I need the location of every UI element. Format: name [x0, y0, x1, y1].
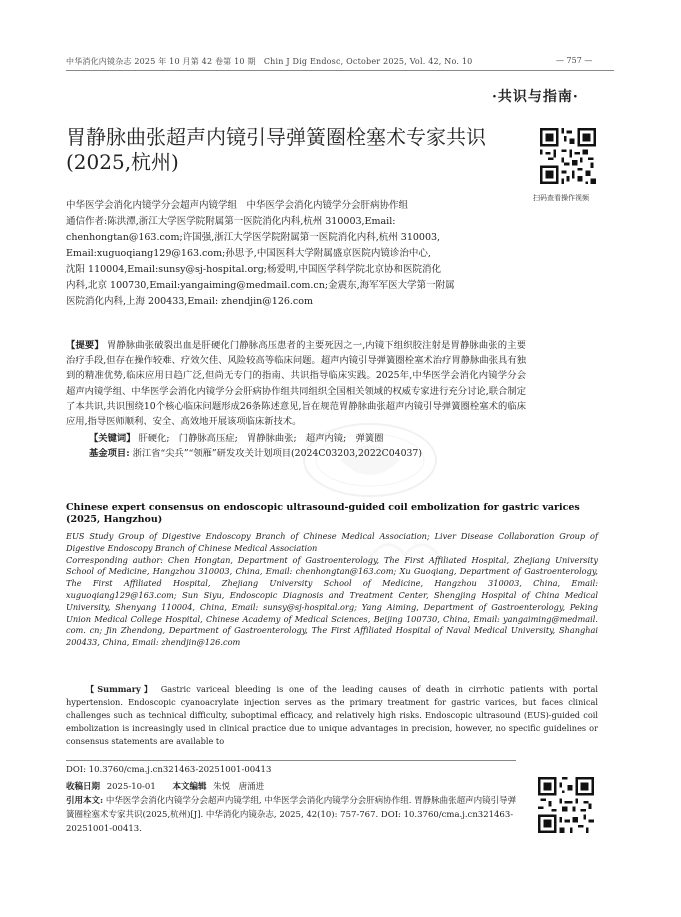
qr-code-icon[interactable]	[540, 126, 596, 186]
dates-line	[66, 780, 278, 792]
section-label: ·共识与指南·	[492, 89, 579, 105]
english-summary-label: 【Summary】	[86, 684, 156, 694]
keywords-label: 【关键词】	[89, 433, 136, 445]
english-summary-text: Gastric variceal bleeding is one of the leading causes of death in cirrhotic patients with portal hypertension. Endoscopic cyanoacrylate injection serves as the primary treatment for gastric varices, but faces clinical challenges such as technical difficulty, suboptimal efficacy, and relatively high risks. Endoscopic ultrasound (EUS)-guided coil embolization is increasingly used in clinical practice due to unique advantages in precision, however, no specific guidelines or consensus statements are available to	[66, 684, 598, 746]
article-title: 胃静脉曲张超声内镜引导弹簧圈栓塞术专家共识(2025,杭州)	[66, 125, 486, 174]
header-divider	[66, 70, 614, 71]
summary-paragraph	[66, 338, 526, 429]
english-summary	[66, 683, 598, 748]
editor-label: 本文编辑	[172, 782, 207, 792]
summary-text: 胃静脉曲张破裂出血是肝硬化门静脉高压患者的主要死因之一,内镜下组织胶注射是胃静脉曲张的主要治疗手段,但存在操作较难、疗效欠佳、风险较高等临床问题。超声内镜引导弹簧圈栓塞术治疗胃静脉曲张具有独到的精准优势,临床应用日趋广泛,但尚无专门的指南、共识指导临床实践。2025年,中华医学会消化内镜学分会超声内镜学组、中华医学会消化内镜学分会肝病协作组共同组织全国相关领域的权威专家进行充分讨论,联合制定了本共识,共识围绕10个核心临床问题形成26条陈述意见,旨在规范胃静脉曲张超声内镜引导弹簧圈栓塞术的临床应用,指导医师顺利、安全、高效地开展该项临床新技术。	[66, 340, 526, 428]
keywords-text: 肝硬化; 门静脉高压症; 胃静脉曲张; 超声内镜; 弹簧圈	[138, 433, 384, 445]
qr-code-icon-bottom[interactable]	[538, 775, 594, 835]
received-date: 2025-10-01	[106, 782, 156, 792]
received-label: 收稿日期	[66, 782, 101, 792]
footer-divider	[66, 760, 516, 761]
journal-header-info: 中华消化内镜杂志 2025 年 10 月第 42 卷第 10 期 Chin J Dig Endosc, October 2025, Vol. 42, No. 10	[66, 57, 473, 66]
citation-block	[66, 794, 522, 836]
chinese-summary-block	[66, 338, 526, 461]
author-affiliations: 中华医学会消化内镜学分会超声内镜学组 中华医学会消化内镜学分会肝病协作组 通信作者:陈洪潭,浙江大学医学院附属第一医院消化内科,杭州 310003,Email: chenhongtan@163.com;许国强,浙江大学医学院附属第一医院消化内科,杭州 310003, Email:xuguoqiang129@163.com;孙思予,中国医科大学附属盛京医院内镜诊治中心, 沈阳 110004,Email:sunsy@sj-hospital.org;杨爱明,中国医学科学院北京协和医院消化 内科,北京 100730,Email:yangaiming@medmail.com.cn;金震东,海军军医大学第一附属 医院消化内科,上海 200433,Email: zhendjin@126.com	[66, 200, 455, 307]
summary-label: 【提要】	[66, 340, 104, 351]
fund-text: 浙江省“尖兵”“领雁”研发攻关计划项目(2024C03203,2022C04037)	[132, 448, 422, 460]
editor-names: 朱悦 唐涌进	[213, 782, 265, 792]
qr-caption: 扫码查看操作视频	[533, 194, 589, 202]
cite-text: 中华医学会消化内镜学分会超声内镜学组, 中华医学会消化内镜学分会肝病协作组. 胃静脉曲张超声内镜引导弹簧圈栓塞术专家共识(2025,杭州)[J]. 中华消化内镜杂志, 2025, 42(10): 757-767. DOI: 10.3760/cma.j.cn321463-20251001-00413.	[66, 796, 517, 834]
keywords-line	[66, 431, 526, 446]
doi-line[interactable]: DOI: 10.3760/cma.j.cn321463-20251001-00413	[66, 765, 272, 775]
page-number: — 757 —	[556, 56, 593, 65]
cite-label: 引用本文:	[66, 796, 104, 806]
english-title: Chinese expert consensus on endoscopic ultrasound-guided coil embolization for gastric varices (2025, Hangzhou)	[66, 502, 580, 525]
fund-line	[66, 446, 526, 461]
fund-label: 基金项目:	[89, 448, 130, 460]
english-authors: EUS Study Group of Digestive Endoscopy Branch of Chinese Medical Association; Liver Disease Collaboration Group of Digestive Endoscopy Branch of Chinese Medical Association Corresponding author: Chen Hongtan, Department of Gastroenterology, The First Affiliated Hospital, Zhejiang University School of Medicine, Hangzhou 310003, China, Email: chenhongtan@163.com; Xu Guoqiang, Department of Gastroenterology, The First Affiliated Hospital, Zhejiang University School of Medicine, Hangzhou 310003, China, Email: xuguoqiang129@163.com; Sun Siyu, Endoscopic Diagnosis and Treatment Center, Shengjing Hospital of China Medical University, Shenyang 110004, China, Email: sunsy@sj-hospital.org; Yang Aiming, Department of Gastroenterology, Peking Union Medical College Hospital, Chinese Academy of Medical Sciences, Beijing 100730, China, Email: yangaiming@medmail. com. cn; Jin Zhendong, Department of Gastroenterology, The First Affiliated Hospital of Naval Medical University, Shanghai 200433, China, Email: zhendjin@126.com	[66, 531, 598, 648]
